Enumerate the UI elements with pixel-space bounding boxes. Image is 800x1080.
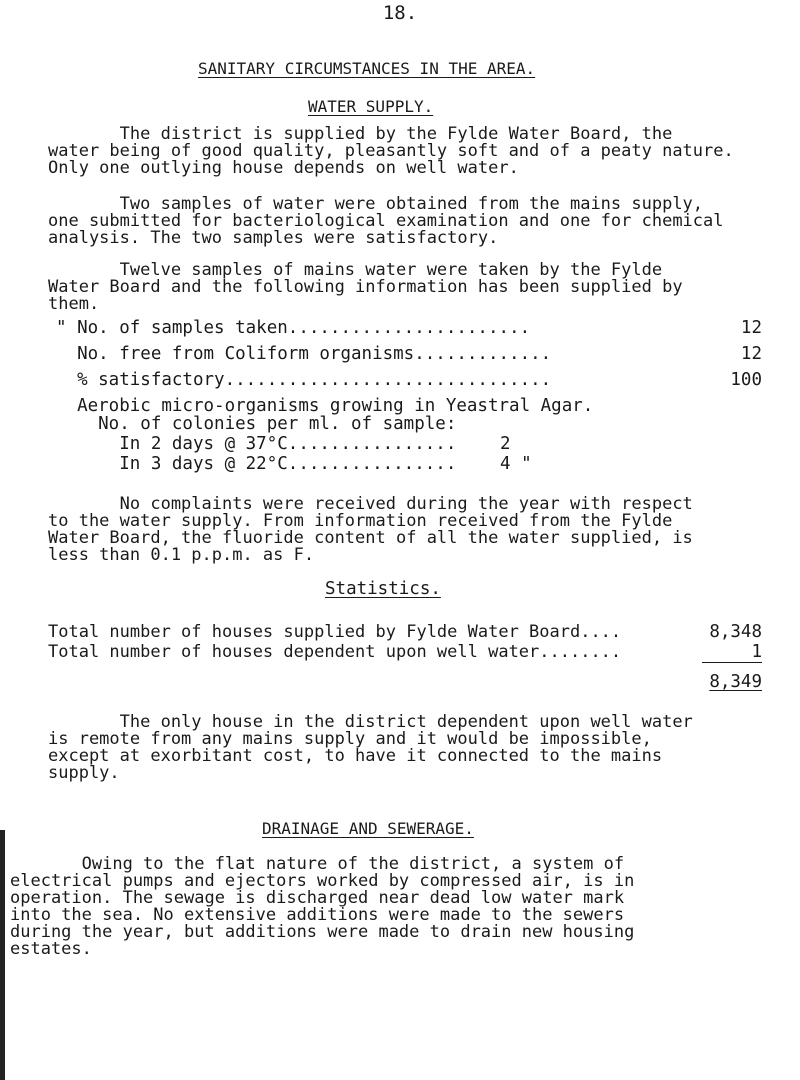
page-edge-shadow	[0, 830, 5, 1080]
stat-label: In 3 days @ 22°C................	[56, 454, 457, 474]
page-title: SANITARY CIRCUMSTANCES IN THE AREA.	[198, 59, 536, 78]
drainage-paragraph	[10, 856, 634, 958]
house-stat-value: 8,348	[709, 622, 762, 642]
page-number: 18.	[382, 2, 418, 24]
stat-value: 4 "	[500, 454, 532, 474]
stat-label: % satisfactory...............................	[56, 370, 552, 390]
text-line: The district is supplied by the Fylde Water Board, the	[48, 124, 673, 144]
text-line: supply.	[48, 763, 120, 783]
stat-text: No. of colonies per ml. of sample:	[56, 414, 457, 434]
stat-label: In 2 days @ 37°C................	[56, 434, 457, 454]
text-line: to the water supply. From information received from the Fylde	[48, 511, 673, 531]
statistics-heading: Statistics.	[325, 579, 441, 599]
text-line: them.	[48, 294, 100, 314]
water-supply-paragraph-3	[48, 262, 683, 313]
house-stat-value: 1	[751, 642, 762, 662]
text-line: Only one outlying house depends on well water.	[48, 158, 519, 178]
text-line: water being of good quality, pleasantly soft and of a peaty nature.	[48, 141, 734, 161]
stat-value: 2	[500, 434, 511, 454]
text-line: No complaints were received during the year with respect	[48, 494, 693, 514]
stat-label: No. free from Coliform organisms.............	[56, 344, 552, 364]
text-line: Two samples of water were obtained from the mains supply,	[48, 194, 704, 214]
text-line: one submitted for bacteriological examination and one for chemical	[48, 211, 724, 231]
text-line: The only house in the district dependent upon well water	[48, 712, 693, 732]
stat-label: " No. of samples taken.......................	[56, 318, 531, 338]
stat-value: 12	[740, 344, 762, 364]
text-line: Water Board, the fluoride content of all the water supplied, is	[48, 528, 693, 548]
text-line: operation. The sewage is discharged near dead low water mark	[10, 888, 625, 908]
drainage-heading: DRAINAGE AND SEWERAGE.	[262, 819, 474, 838]
text-line: into the sea. No extensive additions were made to the sewers	[10, 905, 625, 925]
house-stat-label: Total number of houses dependent upon well water........	[48, 642, 622, 662]
text-line: is remote from any mains supply and it would be impossible,	[48, 729, 652, 749]
total-rule-top	[702, 662, 762, 663]
house-stat-label: Total number of houses supplied by Fylde Water Board....	[48, 622, 622, 642]
stat-value: 100	[730, 370, 762, 390]
text-line: electrical pumps and ejectors worked by compressed air, is in	[10, 871, 635, 891]
stat-text: Aerobic micro-organisms growing in Yeastral Agar.	[56, 396, 594, 416]
water-supply-paragraph-4	[48, 496, 693, 564]
text-line: except at exorbitant cost, to have it connected to the mains	[48, 746, 663, 766]
text-line: Owing to the flat nature of the district, a system of	[10, 854, 625, 874]
text-line: Water Board and the following information has been supplied by	[48, 277, 683, 297]
text-line: Twelve samples of mains water were taken by the Fylde	[48, 260, 663, 280]
water-supply-heading: WATER SUPPLY.	[308, 97, 434, 116]
text-line: during the year, but additions were made to drain new housing	[10, 922, 635, 942]
text-line: estates.	[10, 939, 92, 959]
statistics-paragraph	[48, 714, 693, 782]
house-stat-total: 8,349	[709, 672, 762, 692]
water-supply-paragraph-1	[48, 126, 734, 177]
text-line: analysis. The two samples were satisfactory.	[48, 228, 499, 248]
water-supply-paragraph-2	[48, 196, 724, 247]
stat-value: 12	[740, 318, 762, 338]
text-line: less than 0.1 p.p.m. as F.	[48, 545, 315, 565]
